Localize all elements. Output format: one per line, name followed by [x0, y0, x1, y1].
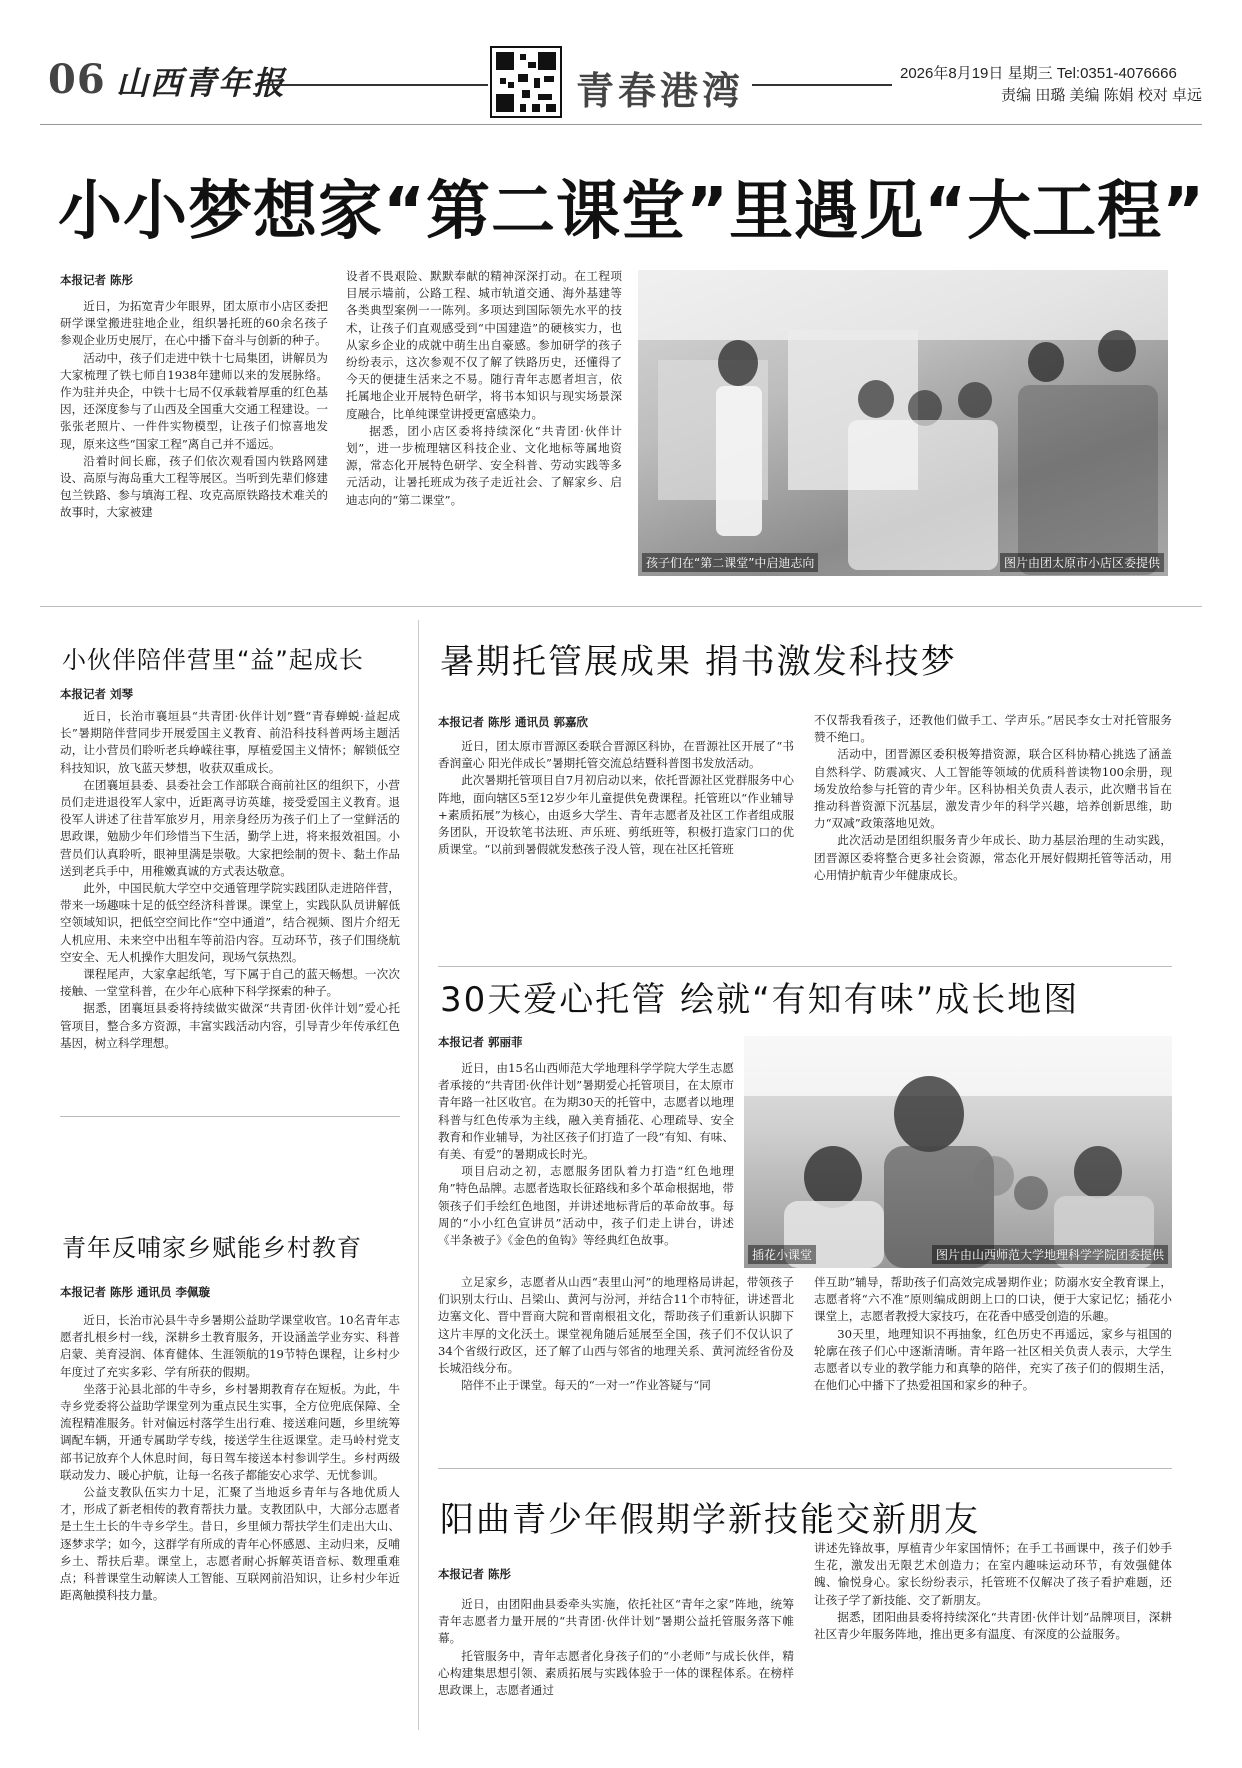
main-byline: 本报记者 陈彤: [60, 273, 134, 287]
section-divider: [40, 606, 1202, 607]
editors-line: 责编 田璐 美编 陈娟 校对 卓远: [1001, 87, 1202, 104]
section-divider: [438, 1468, 1172, 1469]
paragraph: 不仅帮我看孩子，还教他们做手工、学声乐。”居民李女士对托管服务赞不绝口。: [814, 713, 1172, 745]
yangqu-column-2: [814, 1540, 1172, 1720]
partners-byline: 本报记者 刘琴: [60, 687, 134, 701]
books-byline: 本报记者 陈彤 通讯员 郭嘉欣: [438, 715, 589, 729]
paragraph: 近日，由团阳曲县委牵头实施，依托社区“青年之家”阵地，统筹青年志愿者力量开展的“共青团·伙伴计划”暑期公益托管服务落下帷幕。: [438, 1597, 794, 1646]
partners-headline: 小伙伴陪伴营里“益”起成长: [62, 646, 364, 674]
thirty-days-column-2: [814, 1274, 1172, 1412]
paragraph: 此次暑期托管项目自7月初启动以来，依托晋源社区党群服务中心阵地，面向辖区5至12岁少年儿童提供免费课程。托管班以“作业辅导+素质拓展”为核心，由返乡大学生、青年志愿者及社区工作者组成服务团队，开设软笔书法班、声乐班、剪纸班等，积极打造家门口的优质课堂。“以前到暑假就发愁孩子没人管，现在社区托管班: [438, 773, 794, 857]
paper-name-logo: 山西青年报: [116, 64, 287, 102]
paragraph: 伴互助”辅导，帮助孩子们高效完成暑期作业；防溺水安全教育课上，志愿者将“六不准”原则编成朗朗上口的口诀，便于大家记忆；插花小课堂上，志愿者教授大家技巧，在花香中感受创造的乐趣。: [814, 1275, 1172, 1324]
paragraph: 此次活动是团组织服务青少年成长、助力基层治理的生动实践，团晋源区委将整合更多社会资源，常态化开展好假期托管等活动，用心用情护航青少年健康成长。: [814, 833, 1172, 882]
masthead-rule-left: [262, 84, 488, 86]
paragraph: 公益支教队伍实力十足，汇聚了当地返乡青年与各地优质人才，形成了新老相传的教育帮扶力量。支教团队中，大部分志愿者是土生土长的牛寺乡学生。昔日，乡里倾力帮扶学生们走出大山、逐梦求学；如今，这群学有所成的青年心怀感恩、主动归来，反哺乡土、帮扶后辈。课堂上，志愿者耐心拆解英语音标、数理重难点；科普课堂生动解读人工智能、互联网前沿知识，让乡村少年近距离触摸科技力量。: [60, 1485, 400, 1603]
paragraph: 在团襄垣县委、县委社会工作部联合商前社区的组织下，小营员们走进退役军人家中，近距离寻访英雄，接受爱国主义教育。退役军人讲述了往昔军旅岁月，用亲身经历为孩子们上了一堂鲜活的思政课，勉励少年们珍惜当下生活，勤学上进，将来报效祖国。小营员们认真聆听，眼神里满是崇敬。大家把绘制的贺卡、黏土作品送到老兵手中，用稚嫩真诚的方式表达敬意。: [60, 777, 400, 878]
thirty-days-column-1-bottom: [438, 1274, 794, 1412]
paragraph: 据悉，团小店区委将持续深化“共青团·伙伴计划”，进一步梳理辖区科技企业、文化地标等属地资源，常态化开展特色研学、安全科普、劳动实践等多元活动，让暑托班成为孩子走近社会、了解家乡、启迪志向的“第二课堂”。: [346, 423, 622, 507]
rural-headline: 青年反哺家乡赋能乡村教育: [62, 1234, 362, 1262]
paragraph: 据悉，团襄垣县委将持续做实做深“共青团·伙伴计划”爱心托管项目，整合多方资源，丰富实践活动内容，引导青少年传承红色基因，树立科学理想。: [60, 1001, 400, 1050]
rural-body: [60, 1312, 400, 1724]
paragraph: 项目启动之初，志愿服务团队着力打造“红色地理角”特色品牌。志愿者选取长征路线和多个革命根据地，带领孩子们手绘红色地图，并讲述地标背后的革命故事。每周的“小小红色宣讲员”活动中，孩子们走上讲台，讲述《半条被子》《金色的鱼钩》等经典红色故事。: [438, 1164, 734, 1248]
books-column-2: [814, 712, 1172, 952]
thirty-days-headline: 30天爱心托管 绘就“有知有味”成长地图: [440, 980, 1080, 1020]
paragraph: 课程尾声，大家拿起纸笔，写下属于自己的蓝天畅想。一次次接触、一堂堂科普，在少年心底种下科学探索的种子。: [60, 967, 400, 999]
section-divider: [438, 966, 1172, 967]
paragraph: 活动中，团晋源区委积极筹措资源，联合区科协精心挑选了涵盖自然科学、防震减灾、人工智能等领域的优质科普读物100余册，现场发放给参与托管的青少年。区科协相关负责人表示，此次赠书旨在推动科普资源下沉基层，激发青少年的科学兴趣，培养创新思维，助力“双减”政策落地见效。: [814, 747, 1172, 831]
paragraph: 陪伴不止于课堂。每天的“一对一”作业答疑与“同: [461, 1378, 711, 1393]
main-photo-credit: 图片由团太原市小店区委提供: [1000, 553, 1164, 572]
masthead-divider: [40, 124, 1202, 125]
books-headline: 暑期托管展成果 捐书激发科技梦: [440, 642, 957, 682]
qr-code-icon: [490, 46, 562, 118]
page-number: 06: [48, 56, 106, 103]
main-story-photo: [638, 270, 1168, 576]
paragraph: 讲述先锋故事，厚植青少年家国情怀；在手工书画课中，孩子们妙手生花，激发出无限艺术创造力；在室内趣味运动环节，有效强健体魄、愉悦身心。家长纷纷表示，托管班不仅解决了孩子看护难题，还让孩子学了新技能、交了新朋友。: [814, 1541, 1172, 1607]
thirty-days-photo-caption: 插花小课堂: [748, 1245, 816, 1264]
rural-byline: 本报记者 陈彤 通讯员 李佩璇: [60, 1285, 211, 1299]
partners-body: [60, 708, 400, 1094]
paragraph: 沿着时间长廊，孩子们依次观看国内铁路网建设、高原与海岛重大工程等展区。当听到先辈们修建包兰铁路、参与填海工程、攻克高原铁路技术难关的故事时，大家被建: [60, 453, 328, 520]
yangqu-byline: 本报记者 陈彤: [438, 1567, 512, 1581]
column-divider: [418, 620, 419, 1730]
paragraph: 近日，团太原市晋源区委联合晋源区科协，在晋源社区开展了“书香润童心 阳光伴成长”暑期托管交流总结暨科普图书发放活动。: [438, 739, 794, 771]
paragraph: 近日，长治市襄垣县“共青团·伙伴计划”暨“青春蝉蜕·益起成长”暑期陪伴营同步开展爱国主义教育、前沿科技科普两场主题活动，让小营员们聆听老兵峥嵘往事，厚植爱国主义情怀；解锁低空科技知识，放飞蓝天梦想，收获双重成长。: [60, 709, 400, 775]
masthead-rule-right: [752, 84, 892, 86]
paragraph: 活动中，孩子们走进中铁十七局集团，讲解员为大家梳理了铁七师自1938年建师以来的发展脉络。作为驻并央企，中铁十七局不仅承载着厚重的红色基因，还深度参与了山西及全国重大交通工程建设。一张张老照片、一件件实物模型，让孩子们惊喜地发现，原来这些“国家工程”离自己并不遥远。: [60, 350, 328, 451]
section-divider: [60, 1116, 400, 1117]
paragraph: 30天里，地理知识不再抽象，红色历史不再遥远，家乡与祖国的轮廓在孩子们心中逐渐清晰。青年路一社区相关负责人表示，大学生志愿者以专业的教学能力和真挚的陪伴，充实了孩子们的假期生活，在他们心中播下了热爱祖国和家乡的种子。: [814, 1326, 1172, 1393]
yangqu-column-1: [438, 1596, 794, 1720]
main-story-column-2: [346, 268, 622, 590]
paragraph: 此外，中国民航大学空中交通管理学院实践团队走进陪伴营，带来一场趣味十足的低空经济科普课。课堂上，实践队队员讲解低空领域知识，把低空空间比作“空中通道”，结合视频、图片介绍无人机应用、未来空中出租车等前沿内容。互动环节，孩子们围绕航空安全、无人机操作大胆发问，现场气氛热烈。: [60, 881, 400, 964]
yangqu-headline: 阳曲青少年假期学新技能交新朋友: [440, 1500, 980, 1540]
thirty-days-photo-credit: 图片由山西师范大学地理科学学院团委提供: [932, 1245, 1168, 1264]
date-line: 2026年8月19日 星期三 Tel:0351-4076666: [900, 65, 1177, 82]
paragraph: 设者不畏艰险、默默奉献的精神深深打动。在工程项目展示墙前，公路工程、城市轨道交通、海外基建等各类典型案例一一陈列。多项达到国际领先水平的技术，让孩子们直观感受到“中国建造”的硬核实力，也从家乡企业的成就中萌生出自豪感。参加研学的孩子纷纷表示，这次参观不仅了解了铁路历史，还懂得了今天的便捷生活来之不易。随行青年志愿者坦言，依托属地企业开展特色研学，将书本知识与现实场景深度融合，比单纯课堂讲授更富感染力。: [346, 269, 622, 421]
books-column-1: [438, 738, 794, 952]
paragraph: 近日，为拓宽青少年眼界，团太原市小店区委把研学课堂搬进驻地企业，组织暑托班的60余名孩子参观企业历史展厅，在心中播下奋斗与创新的种子。: [60, 299, 328, 348]
thirty-days-column-1-top: [438, 1060, 734, 1272]
paragraph: 近日，由15名山西师范大学地理科学学院大学生志愿者承接的“共青团·伙伴计划”暑期爱心托管项目，在太原市青年路一社区收官。在为期30天的托管中，志愿者以地理科普与红色传承为主线，融入美育插花、心理疏导、安全教育和作业辅导，为社区孩子们打造了一段“有知、有味、有美、有爱”的暑期成长时光。: [438, 1061, 734, 1162]
main-photo-caption: 孩子们在“第二课堂”中启迪志向: [642, 553, 818, 572]
section-name: 青春港湾: [576, 68, 745, 113]
main-headline: 小小梦想家“第二课堂”里遇见“大工程”: [58, 175, 1206, 249]
paragraph: 近日，长治市沁县牛寺乡暑期公益助学课堂收官。10名青年志愿者扎根乡村一线，深耕乡土教育服务，开设涵盖学业夯实、科普启蒙、美育浸润、体育健体、生涯领航的19节特色课程，让乡村少年度过了充实多彩、学有所获的假期。: [60, 1313, 400, 1379]
paragraph: 托管服务中，青年志愿者化身孩子们的“小老师”与成长伙伴，精心构建集思想引领、素质拓展与实践体验于一体的课程体系。在榜样思政课上，志愿者通过: [438, 1648, 794, 1698]
paragraph: 据悉，团阳曲县委将持续深化“共青团·伙伴计划”品牌项目，深耕社区青少年服务阵地，推出更多有温度、有深度的公益服务。: [814, 1609, 1172, 1642]
paragraph: 坐落于沁县北部的牛寺乡，乡村暑期教育存在短板。为此，牛寺乡党委将公益助学课堂列为重点民生实事，全方位兜底保障、全流程精准服务。针对偏远村落学生出行难、接送难问题，乡里统筹调配车辆，开通专属助学专线，接送学生往返课堂。走马岭村党支部书记放弃个人休息时间，每日驾车接送本村参训学生。乡村两级联动发力、暖心护航，让每一名孩子都能安心求学、无忧参训。: [60, 1381, 400, 1482]
thirty-days-byline: 本报记者 郭丽菲: [438, 1035, 523, 1049]
paragraph: 立足家乡，志愿者从山西“表里山河”的地理格局讲起，带领孩子们识别太行山、吕梁山、黄河与汾河，并结合11个市特征，讲述晋北边塞文化、晋中晋商大院和晋南根祖文化，帮助孩子们重新认识脚下这片丰厚的文化沃土。课堂视角随后延展至全国，孩子们不仅认识了34个省级行政区，还了解了山西与邻省的地理关系、黄河流经省份及长城沿线分布。: [438, 1275, 794, 1376]
main-story-column-1: [60, 298, 328, 592]
thirty-days-photo: [744, 1036, 1172, 1268]
